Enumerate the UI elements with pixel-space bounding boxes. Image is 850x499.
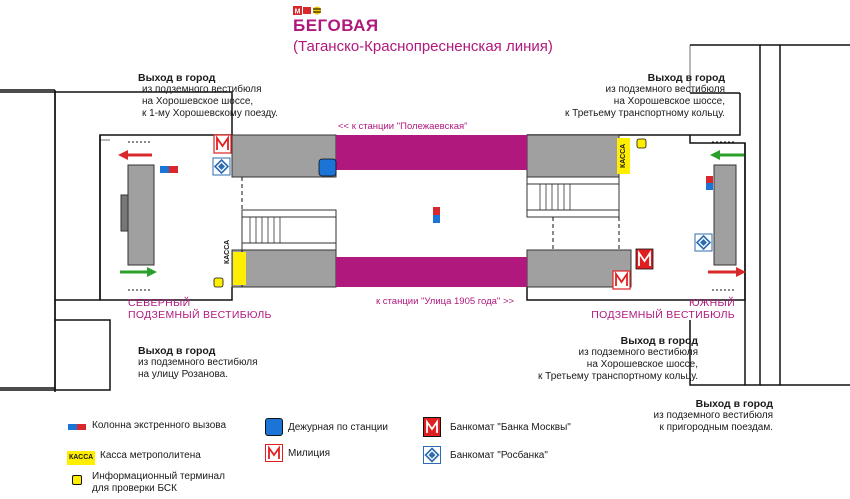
kassa-label: КАССА <box>620 143 627 168</box>
atm-bank-moscow-icon <box>636 249 653 269</box>
legend-atm-rosbank-label: Банкомат "Росбанка" <box>450 450 548 461</box>
legend-atm-moscow-icon <box>423 417 441 437</box>
militia-icon <box>613 271 630 289</box>
legend-kassa-label: Касса метрополитена <box>100 450 201 461</box>
legend-atm-rosbank-icon <box>423 446 441 464</box>
atm-rosbank-icon <box>695 234 712 251</box>
duty-officer-icon <box>319 159 336 176</box>
exit-nw: Выход в город из подземного вестибюля на Хорошевское шоссе, к 1-му Хорошевскому поезду. <box>138 72 278 119</box>
exit-ne: Выход в город из подземного вестибюля на Хорошевское шоссе, к Третьему транспортному кольцу. <box>565 72 725 119</box>
legend-duty-icon <box>265 418 283 436</box>
legend-atm-moscow-label: Банкомат "Банка Москвы" <box>450 422 571 433</box>
station-title: БЕГОВАЯ <box>293 16 379 35</box>
exit-se: Выход в город из подземного вестибюля на Хорошевское шоссе, к Третьему транспортному кольцу. <box>538 335 698 382</box>
north-vestibule-label: СЕВЕРНЫЙ ПОДЗЕМНЫЙ ВЕСТИБЮЛЬ <box>128 297 272 321</box>
emergency-column-icon <box>706 176 713 190</box>
terminal-icon <box>214 278 223 287</box>
direction-bottom: к станции "Улица 1905 года" >> <box>376 296 515 307</box>
legend-kassa-icon: КАССА <box>67 451 95 465</box>
legend-emergency-label: Колонна экстренного вызова <box>92 420 227 431</box>
kassa-icon <box>233 252 246 285</box>
exit-arrow-nw <box>118 150 152 160</box>
exit-sw: Выход в город из подземного вестибюля на улицу Розанова. <box>138 345 258 380</box>
exit-arrow-se <box>708 267 746 277</box>
atm-rosbank-icon <box>213 158 230 175</box>
entry-arrow-ne <box>710 150 744 160</box>
legend-militia-label: Милиция <box>288 448 331 459</box>
south-vestibule-label: ЮЖНЫЙ ПОДЗЕМНЫЙ ВЕСТИБЮЛЬ <box>591 297 735 321</box>
legend-terminal-icon <box>72 475 82 485</box>
legend-emergency-icon <box>68 422 88 428</box>
militia-icon <box>214 135 231 153</box>
direction-top: << к станции "Полежаевская" <box>338 121 468 132</box>
legend-duty-label: Дежурная по станции <box>288 422 388 433</box>
legend-militia-icon <box>265 444 283 462</box>
legend-terminal-label: Информационный терминал для проверки БСК <box>92 471 225 494</box>
emergency-column-icon <box>160 166 178 173</box>
exit-far-se: Выход в город из подземного вестибюля к пригородным поездам. <box>653 398 773 433</box>
svg-text:M: M <box>294 8 301 16</box>
terminal-icon <box>637 139 646 148</box>
kassa-label: КАССА <box>224 239 231 264</box>
legend <box>0 415 850 499</box>
line-name: (Таганско-Краснопресненская линия) <box>293 38 553 55</box>
entry-arrow-sw <box>120 267 157 277</box>
emergency-column-icon <box>433 207 440 223</box>
